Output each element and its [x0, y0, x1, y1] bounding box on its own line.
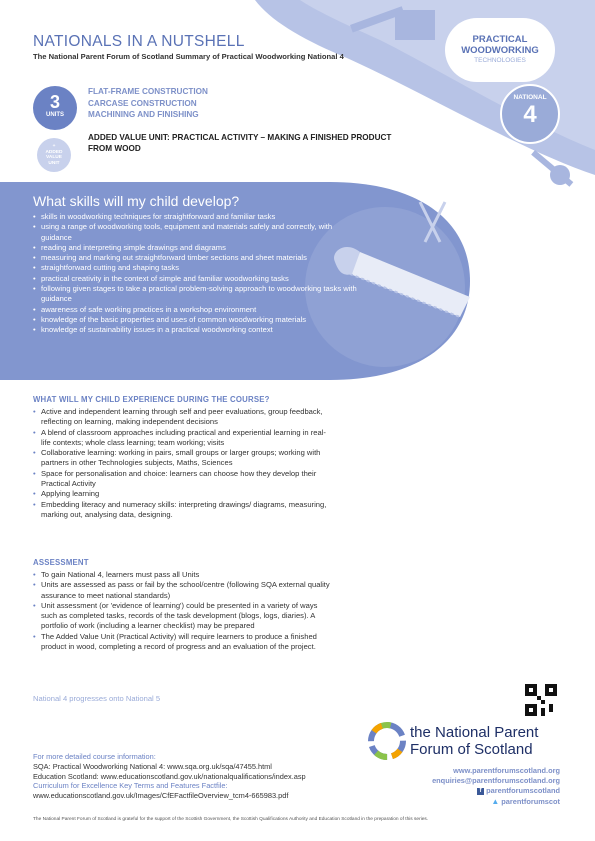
- added-plus: +: [52, 144, 56, 149]
- added-line-4: UNIT: [48, 160, 60, 166]
- list-item: • Units are assessed as pass or fail by the school/centre (following SQA external quality assurance to meet national standards): [33, 580, 333, 601]
- national-badge: [500, 84, 560, 144]
- list-item: • Embedding literacy and numeracy skills: interpreting drawings/ diagrams, measuring, marking out, analysing data, designing.: [33, 500, 333, 521]
- list-item: • knowledge of sustainability issues in a practical woodworking context: [33, 325, 363, 335]
- list-item: • Active and independent learning through self and peer evaluations, group feedback, reflecting on learning, making independent decisions: [33, 407, 333, 428]
- list-item: • Applying learning: [33, 489, 333, 499]
- progression-note: National 4 progresses onto National 5: [33, 694, 161, 703]
- forum-name-line-2: Forum of Scotland: [410, 741, 533, 758]
- info-line: For more detailed course information:: [33, 752, 156, 761]
- forum-logo-icon: [368, 722, 406, 760]
- forum-contacts: [400, 766, 560, 807]
- units-number: 3: [49, 92, 60, 112]
- national-label: NATIONAL: [513, 94, 547, 101]
- subject-line-3: TECHNOLOGIES: [474, 57, 526, 64]
- list-item: • following given stages to take a practical problem-solving approach to woodworking tasks with guidance: [33, 284, 363, 305]
- list-item: • Space for personalisation and choice: learners can choose how they develop their Practical Activity: [33, 469, 333, 490]
- added-line-2: ADDED: [45, 149, 63, 155]
- facebook-icon: f: [477, 788, 484, 795]
- list-item: • awareness of safe working practices in a workshop environment: [33, 305, 363, 315]
- skills-heading: What skills will my child develop?: [33, 193, 240, 209]
- list-item: • practical creativity in the context of simple and familiar woodworking tasks: [33, 274, 363, 284]
- info-link[interactable]: Education Scotland: www.educationscotland.gov.uk/nationalqualifications/index.asp: [33, 771, 306, 781]
- national-number: 4: [523, 101, 537, 128]
- twitter-icon: ▲: [491, 797, 500, 807]
- list-item: • straightforward cutting and shaping tasks: [33, 263, 363, 273]
- units-badge: [33, 86, 77, 130]
- facebook-label: parentforumscotland: [486, 786, 560, 796]
- list-item: • measuring and marking out straightforward timber sections and sheet materials: [33, 253, 363, 263]
- facebook-link[interactable]: [400, 786, 560, 796]
- experience-heading: WHAT WILL MY CHILD EXPERIENCE DURING THE COURSE?: [33, 395, 270, 404]
- course-info: [33, 752, 306, 801]
- email-link[interactable]: enquiries@parentforumscotland.org: [432, 776, 560, 786]
- info-line: Curriculum for Excellence Key Terms and Features Factfile:: [33, 781, 228, 791]
- forum-name: [410, 724, 538, 758]
- website-link[interactable]: www.parentforumscotland.org: [453, 766, 560, 775]
- list-item: • A blend of classroom approaches including practical and experiential learning in real-life contexts; whole class learning; team working; visits: [33, 428, 333, 449]
- list-item: • using a range of woodworking tools, equipment and materials safely and correctly, with guidance: [33, 222, 363, 243]
- list-item: • knowledge of the basic properties and uses of common woodworking materials: [33, 315, 363, 325]
- info-link[interactable]: www.educationscotland.gov.uk/Images/CfEFactfileOverview_tcm4-665983.pdf: [33, 791, 289, 801]
- twitter-label: parentforumscot: [501, 796, 560, 806]
- info-link[interactable]: SQA: Practical Woodworking National 4: www.sqa.org.uk/sqa/47455.html: [33, 761, 272, 771]
- units-label: UNITS: [46, 112, 64, 118]
- unit-item: MACHINING AND FINISHING: [88, 110, 199, 119]
- subject-line-1: PRACTICAL: [472, 34, 528, 45]
- subject-badge: [445, 18, 555, 82]
- list-item: • Collaborative learning: working in pairs, small groups or larger groups; working with partners in other Technologies subjects, Maths, Sciences: [33, 448, 333, 469]
- subject-line-2: WOODWORKING: [461, 45, 539, 56]
- assessment-heading: ASSESSMENT: [33, 558, 89, 567]
- page-subtitle: The National Parent Forum of Scotland Summary of Practical Woodworking National 4: [33, 52, 344, 61]
- list-item: • skills in woodworking techniques for straightforward and familiar tasks: [33, 212, 363, 222]
- list-item: • The Added Value Unit (Practical Activity) will require learners to produce a finished product in wood, completing a record of progress and an evaluation of the project.: [33, 632, 333, 653]
- added-line-3: VALUE: [46, 155, 62, 161]
- page-title: NATIONALS IN A NUTSHELL: [33, 33, 245, 50]
- added-value-unit-text: ADDED VALUE UNIT: PRACTICAL ACTIVITY – MAKING A FINISHED PRODUCT FROM WOOD: [88, 133, 392, 153]
- added-value-badge: [37, 138, 71, 172]
- experience-list: [33, 407, 333, 520]
- list-item: • To gain National 4, learners must pass all Units: [33, 570, 333, 580]
- twitter-link[interactable]: [400, 797, 560, 807]
- unit-item: FLAT-FRAME CONSTRUCTION: [88, 87, 208, 96]
- list-item: • reading and interpreting simple drawings and diagrams: [33, 243, 363, 253]
- skills-list: [33, 212, 363, 336]
- forum-name-line-1: the National Parent: [410, 724, 539, 741]
- units-list: [88, 86, 208, 121]
- footnote: The National Parent Forum of Scotland is grateful for the support of the Scottish Government, the Scottish Qualifications Authority and Education Scotland in the preparation of this series.: [33, 817, 429, 822]
- list-item: • Unit assessment (or 'evidence of learning') could be presented in a variety of ways such as completed tasks, records of the task development (blogs, logs, diaries). A portfolio of work (including a learner checklist) may be prepared: [33, 601, 333, 632]
- assessment-list: [33, 570, 333, 652]
- unit-item: CARCASE CONSTRUCTION: [88, 98, 197, 108]
- qr-code-icon: [525, 684, 557, 716]
